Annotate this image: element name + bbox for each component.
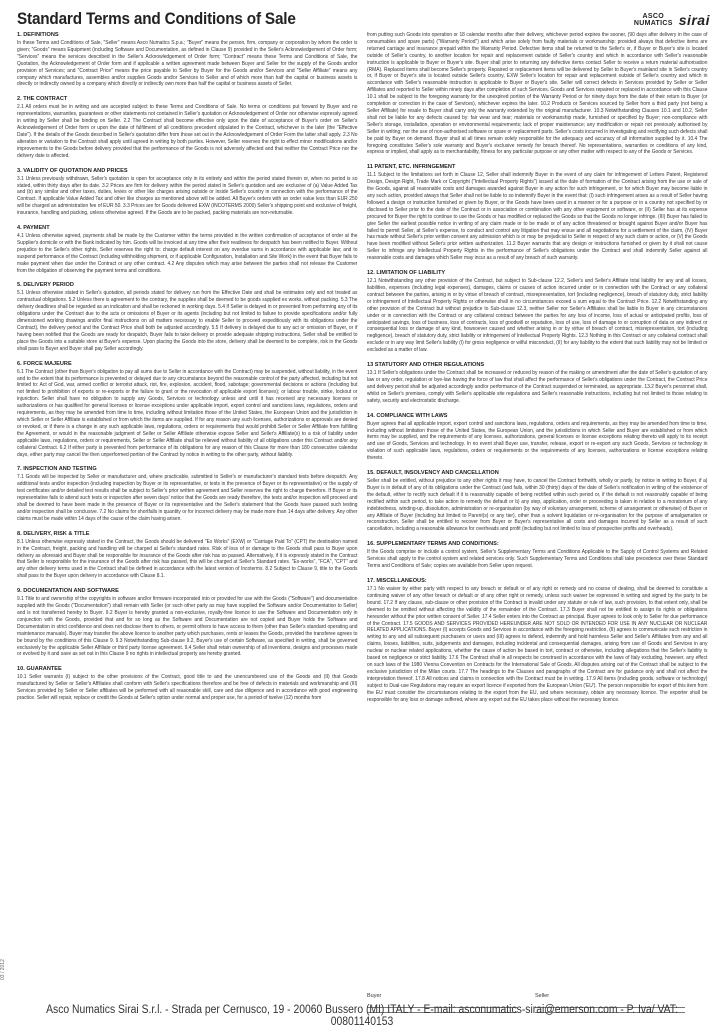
section-text: 4.1 Unless otherwise agreed, payments shall be made by the Customer within the terms provided in the written confirmation of acceptance of order at the Supplier's domicile or with the Bank indicated by him. Goods will be invoiced at any time after their readiness for despatch has been notified to Buyer. Without prejudice to the Seller's other rights, Seller reserves the right to: charge default interest on any overdue sums in accordance with applicable law; and to suspend performance of the Contract (including withholding shipment, or if applicable Configuration, Installation and Site Work) in the event that Buyer fails to make payment when due under the Contract or any other contract. 4.2 Any disputes which may arise between the parties shall not release the Customer from the obligation of observing the payment terms and conditions. <box>17 233 358 274</box>
section-heading: 7. INSPECTION AND TESTING <box>17 466 97 473</box>
right-column <box>367 32 708 990</box>
terms-section <box>367 270 708 354</box>
seller-label: Seller <box>535 993 550 999</box>
section-text: 2.1 All orders must be in writing and are accepted subject to these Terms and Conditions of Sale. No terms or conditions put forward by Buyer and no representations, warranties, guarantees or other statements not contained in Seller's quotation or Acknowledgement of Order nor otherwise expressly agreed in writing by Seller shall be binding on Seller. 2.2 The Contract shall become effective only upon the date of acceptance of Buyer's order on Seller's Acknowledgement of Order form or upon the date of fulfilment of all conditions precedent stipulated in the Contract, whichever is the later (the "Effective Date"). If the details of the Goods described in Seller's quotation differ from those set out in the Acknowledgement of Order Form the latter shall apply. 2.3 No alteration or variation to the Contract shall apply until agreed in writing by both parties. However, Seller reserves the right to effect minor modifications and/or improvements to the Goods before delivery provided that the performance of the Goods is not adversely affected and that neither the Contract Price nor the delivery date is affected. <box>17 104 358 159</box>
section-text: 12.1 Notwithstanding any other provision of the Contract, but subject to Sub-clause 12.2, Seller's and Seller's Affiliate total liability for any and all losses, liabilities, expenses (including legal expenses), damages, claims or causes of action incurred under or in connection with the Contract or any collateral contract between the parties, arising in or by virtue of breach of contract, misrepresentation, tort (including negligence), breach of statutory duty, strict liability or infringement of Intellectual Property Rights or otherwise shall in no circumstances exceed a sum equal to the Contract Price. 12.2 Notwithstanding any other provision of the Contract but without prejudice to Sub-clause 12.3, neither Seller nor Seller's Affiliates shall be liable to Buyer in any circumstances under or in connection with the Contract or any collateral contract between the parties for any loss of income, loss of actual or anticipated profits, loss of anticipated savings, loss of business, loss of contracts, loss of goodwill or reputation, loss of use, loss of damage to or corruption of data or any indirect or consequential loss or damage of any kind, howsoever caused and whether arising in or by virtue of breach of contract, misrepresentation, tort (including negligence), breach of statutory duty, strict liability or infringement of Intellectual Property Rights. 12.3 Nothing in this Contract or any collateral contract shall exclude or in any way limit Seller's liability (I) for gross negligence or wilful misconduct, (II) for any liability to the extent that such liability may not be limited or excluded as a matter of law. <box>367 278 708 354</box>
section-text: from putting such Goods into operation or 18 calendar months after their delivery, whichever period expires the sooner, (90 days after delivery in the case of consumables and spare parts) ("Warranty Period") and which arise solely from faulty materials or workmanship: provided always that defective items are returned carriage and insurance prepaid within the Warranty Period. Defective items shall be returned to the Seller's or, if Buyer or Buyer's site is located outside of Seller's country, to another location for repair and replacement outside of Seller's country and which in accordance with Seller's reasonable instruction is applicable to Buyer or Buyer's site. Buyer shall prior to returning any defective items contact Seller to receive a return material authorisation (RMA). Replaced items shall become Seller's property. Repaired or replacement items will be delivered by Seller to Buyer's mainland site in Seller's country or, if Buyer or Buyer's site is located outside Seller's country, EXW Seller's location for repair and replacement outside of Seller's country and which in accordance with Seller's reasonable instruction is applicable to Buyer or Buyer's site. Seller will correct defects in Services provided by Seller or Seller Affiliates and reported to Seller within ninety days after completion of such Services. Goods and Services repaired or replaced in accordance with this Clause 10.1 shall be subject to the foregoing warranty for the unexpired portion of the Warranty Period or for ninety days from the date of their return to Buyer (or completion or correction in the case of Services), whichever expires the later. 10.2 Products or Services sourced by Seller from a third party (not being a Seller Affiliate) for resale to Buyer shall carry only the warranty extended by the original manufacturer. 10.3 Notwithstanding Clauses 10.1 and 10.2, Seller shall not be liable for any defects caused by: fair wear and tear; materials or workmanship made, furnished or specified by Buyer; non-compliance with Seller's storage, installation, operation or environmental requirements; lack of proper maintenance; any modification or repair not previously authorised by Seller in writing; nor the use of non-authorised software or spare or replacement parts. Seller's costs incurred in investigating and rectifying such defects shall be paid by Buyer on demand. Buyer shall at all times remain solely responsible for the adequacy and accuracy of all information supplied by it. 10.4 The foregoing constitutes Seller's sole warranty and Buyer's exclusive remedy for breach thereof. No representations, warranties or conditions of any kind, express or implied, shall apply as to merchantability, fitness for any particular purpose or any other matter with respect to any of the Goods or Services. <box>367 32 708 156</box>
section-heading: 5. DELIVERY PERIOD <box>17 282 74 289</box>
section-text: 3.1 Unless previously withdrawn, Seller's quotation is open for acceptance only in its entirety and within the period stated therein or, when no period is so stated, within thirty days after its date. 3.2 Prices are firm for delivery within the period stated in Seller's quotation and are exclusive of (a) Value Added Tax and (b) any similar and other taxes, duties, levies or other like charges arising outside or inside Seller's country in connection with the performance of the Contract. If applicable Value Added Tax and other like charges as mentioned above will be added. All Buyer's orders with an order value less than EUR 250 will be charged an administration fee of EUR 50. 3.3 Prices are for Goods delivered EXW (INCOTERMS 2000) Seller's shipping point and exclusive of freight, insurance, handling and packing, unless otherwise agreed. If the Goods are to be packed, packing materials are non-returnable. <box>17 175 358 217</box>
section-heading: 17. MISCELLANEOUS: <box>367 578 427 584</box>
section-text: 17.1 No waiver by either party with respect to any breach or default or of any right or remedy and no course of dealing, shall be deemed to constitute a continuing waiver of any other breach or default or of any other right or remedy, unless such waiver be expressed in writing and signed by the party to be bound. 17.2 If any clause, sub-clause or other provision of the Contract is invalid under any statute or rule of law, such provision, to that extent only, shall be deemed to be omitted without affecting the validity of the remainder of the Contract. 17.3 Buyer shall not be entitled to assign its rights or obligations hereunder without the prior written consent of Seller. 17.4 Seller enters into the Contract as principal. Buyer agrees to look only to Seller for due performance of the Contract. 17.5 GOODS AND SERVICES PROVIDED HEREUNDER ARE NOT SOLD OR INTENDED FOR USE IN ANY NUCLEAR OR NUCLEAR RELATED APPLICATIONS. Buyer (I) accepts Goods and Services in accordance with the foregoing restriction, (II) agrees to communicate such restriction in writing to any and all subsequent purchasers or users and (III) agrees to defend, indemnify and hold harmless Seller and Seller's Affiliates from any and all claims, losses, liabilities, suits, judgements and damages, including incidental and consequential damages, arising from use of Goods and Services in any nuclear or nuclear related applications, whether the cause of action be based in tort, contract or otherwise, including allegations that the Seller's liability is based on negligence or strict liability. 17.6 The Contract shall in all respects be construed in accordance with the laws of Italy excluding, however, any effect on such laws of the 1980 Vienna Convention on Contracts for the International Sale of Goods. All disputes arising out of the Contract shall be subject to the exclusive jurisdiction of the Milan courts. 17.7 The headings to the Clauses and paragraphs of the Contract are for guidance only and shall not affect the interpretation thereof. 17.8 All notices and claims in connection with the Contract must be in writing. 17.9 All items (including goods, software or technology) subject to Dual-use Regulations may require an export licence if exported from the European Union ('EU'). The person responsible for export of this item from the EU must consider the circumstances relating to the export from the EU, and where necessary, obtain any necessary licence. The exporter shall be responsible for any loss or damage suffered, where any export out the EU takes place without the necessary licence. <box>367 586 708 703</box>
section-heading: 13 STATUTORY AND OTHER REGULATIONS <box>367 362 485 369</box>
section-text: 10.1 Seller warrants (I) subject to the other provisions of the Contract, good title to and the unencumbered use of the Goods and (II) that Goods manufactured by Seller or Seller's Affiliates shall conform with Seller's specifications therefore and be free of defects in materials and workmanship and (III) Services provided by Seller or Seller affiliates will be performed with all reasonable skill, care and due diligence and in accordance with good engineering practice. Seller will repair, replace or credit the Goods at Seller's option under normal and proper use, for a period of twelve (12) months from <box>17 674 358 702</box>
section-text: 11.1 Subject to the limitations set forth in Clause 12, Seller shall indemnify Buyer in the event of any claim for infringement of Letters Patent, Registered Design, Design Right, Trade Mark or Copyright ("Intellectual Property Rights") issued at the date of formation of the Contract arising from the use or sale of the Goods, against all reasonable costs and damages awarded against Buyer in any action for such infringement, or for which Buyer may become liable in any such action, provided always that Seller shall not be liable to so indemnify Buyer in the event that: (I) such infringement arises as a result of Seller having followed a design or instruction furnished or given by Buyer, or the Goods have been used in a manner or for a purpose or in a country not specified by or disclosed to Seller prior to the date of the Contract or in association or combination with any other equipment or software, or (II) Seller has at its expense procured for Buyer the right to continue to use the Goods or has modified or replaced the Goods so that the Goods no longer infringe. (III) Buyer has failed to give Seller the earliest possible notice in writing of any claim made or to be made or of any action threatened or brought against Buyer and/or Buyer has failed to permit Seller, at Seller's expense, to conduct and control any litigation that may ensue and all negotiations for a settlement of the claim, (IV) Buyer has made without Seller's prior written consent any admission which is or may be prejudicial to Seller in respect of any such claim or action, or (V) the Goods have been modified without Seller's prior written authorization. 11.2 Buyer warrants that any design or instructions furnished or given by it shall not cause Seller to infringe any Intellectual Property Rights in the performance of Seller's obligations under the Contract and shall indemnify Seller against all reasonable costs and damages which Seller may incur as a result of any breach of such warranty. <box>367 172 708 262</box>
section-heading: 4. PAYMENT <box>17 225 50 232</box>
section-heading: 10. GUARANTEE <box>17 666 62 673</box>
section-text: 8.1 Unless otherwise expressly stated in the Contract, the Goods should be delivered "Ex Works" (EXW) or "Carriage Paid To" (CPT) the destination named in the Contract, freight, packing and handling will be charged at Seller's standard rates. Risk of loss of or damage to the Goods shall pass to Buyer upon delivery as aforesaid and Buyer shall be responsible for insurance of the Goods after risk has so passed. Alternatively, if it is expressly stated in the Contract that Seller is responsible for the insurance of the Goods after risk has passed, this will be charged at Seller's Standard rates. "Ex-works", "FCA", "CPT" and any other delivery terms used in the Contract shall be defined in accordance with the latest version of Incoterms. 8.2 Subject to Clause 9, title to the Goods shall pass to the Buyer upon delivery in accordance with Clause 8.1. <box>17 538 358 580</box>
terms-section <box>367 470 708 533</box>
terms-section <box>367 541 708 570</box>
section-heading: 1. DEFINITIONS <box>17 32 59 38</box>
section-text: 13.1 If Seller's obligations under the Contract shall be increased or reduced by reason of the making or amendment after the date of Seller's quotation of any law or any order, regulation or bye-law having the force of law that shall affect the performance of Seller's obligations under the Contract, the Contract Price and delivery period shall be adjusted accordingly and/or performance of the Contract suspended or terminated, as appropriate. 13.2 Buyer's personnel shall, whilst on Seller's premises, comply with Seller's applicable site regulations and Seller's reasonable instructions, including but not limited to those relating to safety, security and electrostatic discharge. <box>367 370 708 404</box>
terms-section <box>367 32 708 156</box>
section-text: In these Terms and Conditions of Sale, "Seller" means Asco Numatics S.p.a.; "Buyer" means the person, firm, company or corporation by whom the order is given; "Goods" means Equipment (including Software and Documentation, as defined in Clause 9) provided in the Seller's Acknowledgement of Order form; "Services" means the services described in the Seller's Acknowledgement of Order form; "Contract" means these Terms and Conditions of Sale, the Quotation, the Acknowledgement of Order form and if applicable a written agreement made between Buyer and Seller for the supply of the Goods and/or provision of Services; and "Contract Price" means the price payable to Seller by Buyer for the Goods and/or Services and "Seller Affiliate" means any company which manufactures, assembles and/or supplies Goods and/or Services to Seller and of which more than half the capital or business assets is directly or indirectly owned by a company which directly or indirectly own more than half the capital or business assets of Seller. <box>17 40 358 88</box>
company-footer: Asco Numatics Sirai S.r.l. - Strada per Cernusco, 19 - 20060 Bussero (MI) ITALY - E-mail: asconumatics-sirai@emerson.com - P. Iva/ VAT: 00801140153 <box>46 1004 678 1028</box>
terms-section <box>367 362 708 405</box>
sirai-logo: sirai <box>678 12 710 28</box>
terms-section <box>17 531 358 580</box>
section-text: 5.1 Unless otherwise stated in Seller's quotation, all periods stated for delivery run from the Effective Date and shall be estimates only and not treated as contractual obligations. 5.2 Unless there is agreement to the contrary, the supplies shall be deemed to be goods supplied ex works, without packing. 5.3 The delivery deadlines shall be regarded as an indication and shall be reckoned in working days. 5.4 If Seller is delayed in or prevented from performing any of its obligations under the Contract due to the acts or omissions of Buyer or its agents (including but not limited to failure to provide specifications and/or fully dimensioned working drawings and/or final instructions on all matters necessary to enable Seller to proceed expeditiously with its obligations under the Contract), the delivery period and the Contract Price shall both be adjusted accordingly. 5.5 If delivery is delayed due to any act or omission of Buyer, or if having been notified that the Goods are ready for despatch, Buyer fails to take delivery or provide adequate shipping instructions, Seller shall be entitled to place the Goods into a suitable store at Buyer's expense. Upon placing the Goods into the store, delivery shall be deemed to be complete, risk in the Goods shall pass to Buyer and Buyer shall pay Seller accordingly. <box>17 290 358 352</box>
section-text: 6.1 The Contract (other than Buyer's obligation to pay all sums due to Seller in accordance with the Contract) may be suspended, without liability, in the event and to the extent that its performance is prevented or delayed due to any circumstance beyond the reasonable control of the party affected, including but not limited to: Act of God, war, armed conflict or terrorist attack, riot, fire, explosion, accident, flood, sabotage; governmental decisions or actions (including but not limited to prohibition of exports or re-exports or the failure to grant or the revocation of applicable export licenses); or labour trouble, strike, lockout or injunction. Seller shall have no obligation to supply any Goods, Services or technology unless and until it has received any necessary licenses or authorizations or has qualified for general licenses or license exceptions under applicable import, export control and sanctions laws, regulations, orders and requirements, as they may be amended from time to time, including without limitation those of the United States, the European Union and the jurisdiction in which Seller or Seller Affiliate is established or from which the items are supplied. If for any reason any such licenses, authorizations or approvals are denied or revoked, or if there is a change in any such applicable laws, regulations, orders or requirements that would prohibit Seller or Seller Affiliate from fulfilling the Agreement, or would in the reasonable judgment of Seller or Seller Affiliate otherwise expose Seller and Seller's Affiliate(s) to a risk of liability under applicable laws, regulations, orders or requirements, Seller or Seller Affiliate shall be relieved without liability of all obligations under this Contract and/or any collateral Contract. 6.2 If either party is prevented from performance of its obligations for any reason of this Clause for more than 180 consecutive calendar days, either party may cancel the then unperformed portion of the Contract by notice in writing to the other party, without liability. <box>17 368 358 458</box>
terms-section <box>17 466 358 522</box>
section-text: Seller shall be entitled, without prejudice to any other rights it may have, to cancel the Contract forthwith, wholly or partly, by notice in writing to Buyer, if a) Buyer is in default of any of its obligations under the Contract (and fails, within 30 (thirty) days of the date of Seller's notification in writing of the existence of the default, either to rectify such default if it is reasonably capable of being rectified within such period or, if the default is not reasonably capable of being rectified within such period, to take action to remedy the default or b) any step, application, order or proceeding is taken in relation to a moratorium of any indebtedness, winding-up, dissolution, administration or re-organisation (by way of voluntary arrangement, scheme of arrangement or otherwise) of Buyer or any Affiliate of Buyer (including but limited to Parent(s) or any tier), other than a solvent liquidation or re-organisation for the purpose of amalgamation or reconstruction. Seller shall be entitled to recover from Buyer or Buyer's representative all costs and damages incurred by Seller as a result of such cancellation, including a reasonable allowance for overheads and profit (including but not limited to loss of prospective profits and overheads). <box>367 478 708 533</box>
left-column <box>17 32 358 990</box>
brand-logos <box>634 12 710 28</box>
section-text: 7.1 Goods will be inspected by Seller or manufacturer and, where practicable, submitted to Seller's or manufacturer's standard tests before despatch. Any additional tests and/or inspection (including inspection by Buyer or its representative, or tests in the presence of Buyer or its representative) or the supply of test certificates and/or detailed test results shall be subject to Seller's prior written agreement and Seller reserves the right to charge therefore. If Buyer or its representative fails to attend such tests or inspection after seven days' notice that the Goods are ready therefore, the tests and/or inspection will proceed and shall be deemed to have been made in the presence of Buyer or its representative and the Seller's statement that the Goods have passed such testing and/or inspection shall be conclusive. 7.2 No claims for shortfalls in quantity or for incorrect delivery may be made more than 14 days after delivery. Any other claims must be made within 14 days of the cause of the claim having arisen. <box>17 474 358 522</box>
section-heading: 8. DELIVERY, RISK & TITLE <box>17 530 90 537</box>
section-heading: 12. LIMITATION OF LIABILITY <box>367 270 446 277</box>
terms-section <box>17 32 358 88</box>
buyer-label: Buyer <box>367 993 382 999</box>
terms-section <box>367 413 708 462</box>
terms-section <box>17 588 358 658</box>
section-heading: 11 PATENT, ETC. INFRINGEMENT <box>367 164 456 171</box>
document-revision-code: 03 / 2012 <box>0 959 6 980</box>
section-heading: 9. DOCUMENTATION AND SOFTWARE <box>17 588 119 595</box>
document-title: Standard Terms and Conditions of Sale <box>17 9 296 28</box>
terms-section <box>17 168 358 217</box>
section-heading: 15. DEFAULT, INSOLVENCY AND CANCELLATION <box>367 470 499 477</box>
asco-logo-line2: NUMATICS <box>633 20 673 27</box>
section-heading: 2. THE CONTRACT <box>17 96 68 103</box>
terms-section <box>367 578 708 703</box>
asco-logo-line1: ASCO <box>642 13 664 20</box>
terms-section <box>17 96 358 159</box>
section-text: If the Goods comprise or include a control system, Seller's Supplementary Terms and Conditions Applicable to the Supply of Control Systems and Related Services shall apply to the control system and related services only. Such Supplementary Terms and Conditions shall take precedence over these Standard Terms and Conditions of Sale; copies are available from Seller upon request. <box>367 549 708 570</box>
section-text: 9.1 Title to and ownership of the copyrights in software and/or firmware incorporated into or provided for use with the Goods ("Software") and documentation supplied with the Goods ("Documentation") shall remain with Seller (or such other party as may have supplied the Software and/or Documentation to Seller) and is not transferred hereby to Buyer. 9.2 Buyer is hereby granted a non-exclusive, royalty-free licence to use the Software and Documentation only in conjunction with the Goods, provided that and for so long as the Software and Documentation are not copied and Buyer holds the Software and Documentation in strict confidence and does not disclose them to others, or permit others to have access to them (other than Seller's standard operating and maintenance manuals). Buyer may transfer the above licence to another party which purchases, rents or leases the Goods, provided the transferee agrees to be bound by the conditions of this Clause 9. 9.3 Notwithstanding Sub-clause 9.2, Buyer's use of certain Software, as specified in writing, shall be governed exclusively by the applicable Seller Affiliate or third party license agreement. 9.4 Seller shall retain ownership of all inventions, designs and processes made or evolved by it and save as set out in this Clause 9 no rights in intellectual property are hereby granted. <box>17 596 358 658</box>
terms-section <box>17 225 358 274</box>
section-heading: 16. SUPPLEMENTARY TERMS AND CONDITIONS: <box>367 541 499 548</box>
terms-section <box>17 282 358 352</box>
section-heading: 6. FORCE MAJEURE <box>17 360 72 367</box>
terms-section <box>17 666 358 702</box>
terms-section <box>17 361 358 459</box>
terms-section <box>367 164 708 262</box>
section-heading: 3. VALIDITY OF QUOTATION AND PRICES <box>17 167 128 174</box>
section-heading: 14. COMPLIANCE WITH LAWS <box>367 412 448 419</box>
asco-numatics-logo <box>634 13 673 27</box>
section-text: Buyer agrees that all applicable import, export control and sanctions laws, regulations, orders and requirements, as they may be amended from time to time, including without limitation those of the United States, the European Union, and the jurisdictions in which Seller and Buyer are established or from which items may be supplied, and the requirements of any licenses, authorizations, general licenses or license exceptions relating thereto will apply to its receipt and use of Goods, Services and technology. In no event shall Buyer use, transfer, release, export or re-export any such Goods, Services or technology in violation of such applicable laws, regulations, orders or requirements or the requirements of any licenses, authorizations or license exceptions relating thereto. <box>367 420 708 462</box>
